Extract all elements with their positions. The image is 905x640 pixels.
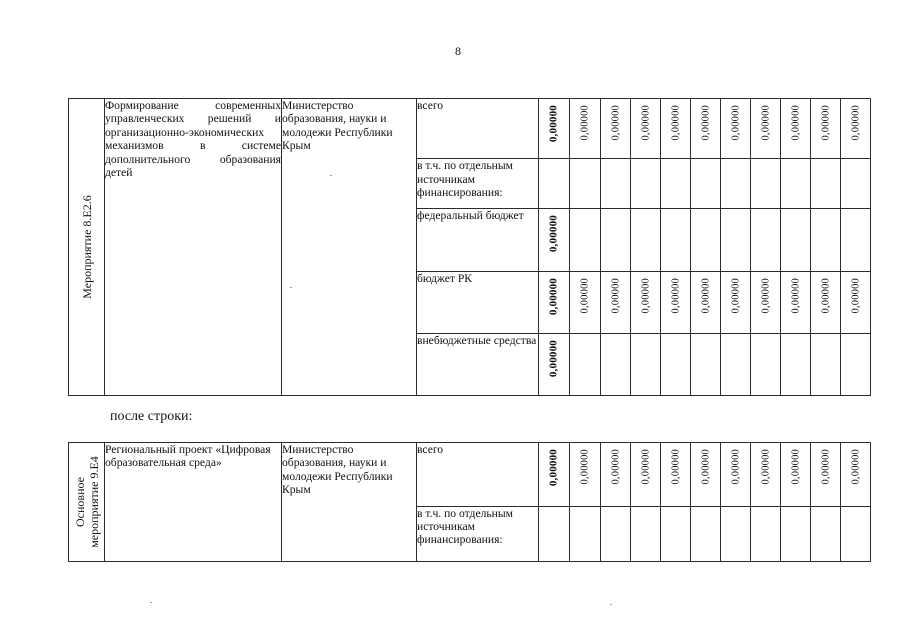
- amount-cell: [601, 271, 631, 333]
- amount-cell: [601, 506, 631, 561]
- amount-cell: [811, 209, 841, 271]
- amount-cell: [539, 271, 570, 333]
- scan-speck: [150, 602, 152, 603]
- amount-cell: [811, 159, 841, 209]
- funding-source: всего: [417, 443, 539, 507]
- amount-cell: [601, 443, 631, 507]
- scan-speck: [330, 175, 332, 176]
- amount-cell: [539, 333, 570, 395]
- amount-cell: [661, 271, 691, 333]
- amount-cell: [841, 443, 871, 507]
- amount-cell: [691, 159, 721, 209]
- amount-value: 0,00000: [579, 449, 591, 485]
- amount-cell: [841, 333, 871, 395]
- amount-cell: [751, 159, 781, 209]
- funding-source: федеральный бюджет: [417, 209, 539, 271]
- amount-value: 0,00000: [849, 449, 861, 485]
- amount-cell: [539, 159, 570, 209]
- amount-cell: [691, 443, 721, 507]
- amount-cell: [539, 209, 570, 271]
- amount-value: 0,00000: [547, 449, 560, 487]
- amount-cell: [811, 99, 841, 159]
- amount-cell: [781, 506, 811, 561]
- measure-label-line: мероприятие 9.Е4: [86, 456, 101, 548]
- after-line-text: после строки:: [110, 409, 193, 424]
- amount-cell: [631, 333, 661, 395]
- amount-value: 0,00000: [547, 215, 560, 253]
- amount-cell: [841, 506, 871, 561]
- amount-value: 0,00000: [819, 449, 831, 485]
- amount-cell: [781, 159, 811, 209]
- funding-source: в т.ч. по отдельным источникам финансирования:: [417, 159, 539, 209]
- amount-cell: [781, 209, 811, 271]
- measure-label-line: Основное: [72, 477, 87, 527]
- amount-cell: [841, 209, 871, 271]
- amount-value: 0,00000: [639, 105, 651, 141]
- amount-cell: [691, 506, 721, 561]
- amount-value: 0,00000: [639, 277, 651, 314]
- amount-cell: [841, 271, 871, 333]
- amount-cell: [721, 159, 751, 209]
- measure-description: Формирование современных управленческих решений и организационно-экономических механизмов в системе дополнительного образования детей: [105, 99, 282, 396]
- scan-speck: [610, 604, 612, 605]
- amount-cell: [570, 271, 601, 333]
- amount-value: 0,00000: [789, 449, 801, 485]
- amount-value: 0,00000: [669, 277, 681, 314]
- amount-cell: [661, 333, 691, 395]
- funding-source: бюджет РК: [417, 271, 539, 333]
- amount-cell: [691, 99, 721, 159]
- amount-cell: [751, 99, 781, 159]
- amount-cell: [631, 159, 661, 209]
- amount-cell: [781, 271, 811, 333]
- amount-cell: [811, 506, 841, 561]
- amount-value: 0,00000: [547, 277, 560, 315]
- amount-value: 0,00000: [849, 105, 861, 141]
- measure-label-cell: [69, 443, 105, 562]
- amount-cell: [721, 443, 751, 507]
- measure-label: [73, 456, 101, 548]
- amount-value: 0,00000: [579, 105, 591, 141]
- amount-cell: [601, 333, 631, 395]
- table-row: [69, 443, 871, 507]
- responsible-organization: Министерство образования, науки и молодежи Республики Крым: [282, 443, 417, 562]
- table-row: [69, 99, 871, 159]
- amount-cell: [781, 99, 811, 159]
- amount-cell: [841, 159, 871, 209]
- amount-cell: [751, 333, 781, 395]
- amount-cell: [631, 443, 661, 507]
- amount-value: 0,00000: [759, 449, 771, 485]
- amount-cell: [781, 443, 811, 507]
- amount-value: 0,00000: [789, 105, 801, 141]
- amount-cell: [811, 443, 841, 507]
- amount-cell: [570, 506, 601, 561]
- amount-cell: [721, 209, 751, 271]
- amount-value: 0,00000: [849, 277, 861, 314]
- amount-cell: [721, 271, 751, 333]
- measure-label-cell: [69, 99, 105, 396]
- amount-value: 0,00000: [699, 277, 711, 314]
- scan-speck: [290, 287, 292, 288]
- amount-value: 0,00000: [759, 277, 771, 314]
- amount-cell: [661, 159, 691, 209]
- amount-value: 0,00000: [669, 105, 681, 141]
- amount-value: 0,00000: [609, 277, 621, 314]
- amount-value: 0,00000: [729, 449, 741, 485]
- amount-cell: [631, 209, 661, 271]
- amount-cell: [570, 159, 601, 209]
- funding-table-main-measure-9: [68, 442, 871, 562]
- amount-cell: [570, 443, 601, 507]
- amount-cell: [751, 506, 781, 561]
- responsible-organization: Министерство образования, науки и молодежи Республики Крым: [282, 99, 417, 396]
- amount-cell: [570, 209, 601, 271]
- page-number: 8: [455, 44, 461, 58]
- amount-cell: [601, 209, 631, 271]
- amount-cell: [631, 506, 661, 561]
- amount-cell: [751, 209, 781, 271]
- amount-value: 0,00000: [789, 277, 801, 314]
- funding-source: всего: [417, 99, 539, 159]
- amount-value: 0,00000: [609, 105, 621, 141]
- amount-cell: [781, 333, 811, 395]
- amount-cell: [721, 333, 751, 395]
- amount-cell: [661, 209, 691, 271]
- amount-cell: [539, 506, 570, 561]
- amount-cell: [811, 271, 841, 333]
- amount-cell: [751, 271, 781, 333]
- amount-cell: [661, 443, 691, 507]
- amount-cell: [691, 271, 721, 333]
- funding-source: в т.ч. по отдельным источникам финансирования:: [417, 506, 539, 561]
- amount-cell: [691, 333, 721, 395]
- amount-cell: [631, 99, 661, 159]
- amount-cell: [539, 99, 570, 159]
- amount-value: 0,00000: [547, 339, 560, 377]
- amount-value: 0,00000: [547, 105, 560, 143]
- amount-cell: [661, 506, 691, 561]
- amount-cell: [721, 506, 751, 561]
- amount-cell: [841, 99, 871, 159]
- amount-value: 0,00000: [729, 277, 741, 314]
- funding-table-measure-8: [68, 98, 871, 396]
- amount-value: 0,00000: [699, 105, 711, 141]
- amount-cell: [661, 99, 691, 159]
- amount-value: 0,00000: [699, 449, 711, 485]
- amount-value: 0,00000: [639, 449, 651, 485]
- amount-value: 0,00000: [729, 105, 741, 141]
- amount-cell: [751, 443, 781, 507]
- amount-cell: [691, 209, 721, 271]
- amount-value: 0,00000: [669, 449, 681, 485]
- amount-cell: [539, 443, 570, 507]
- amount-value: 0,00000: [579, 277, 591, 314]
- amount-cell: [570, 99, 601, 159]
- amount-cell: [811, 333, 841, 395]
- amount-cell: [721, 99, 751, 159]
- amount-cell: [601, 159, 631, 209]
- amount-cell: [570, 333, 601, 395]
- amount-cell: [631, 271, 661, 333]
- measure-label: Мероприятие 8.Е2.6: [79, 195, 94, 299]
- amount-value: 0,00000: [609, 449, 621, 485]
- amount-cell: [601, 99, 631, 159]
- funding-source: внебюджетные средства: [417, 333, 539, 395]
- amount-value: 0,00000: [759, 105, 771, 141]
- amount-value: 0,00000: [819, 105, 831, 141]
- amount-value: 0,00000: [819, 277, 831, 314]
- measure-description: Региональный проект «Цифровая образовательная среда»: [105, 443, 282, 562]
